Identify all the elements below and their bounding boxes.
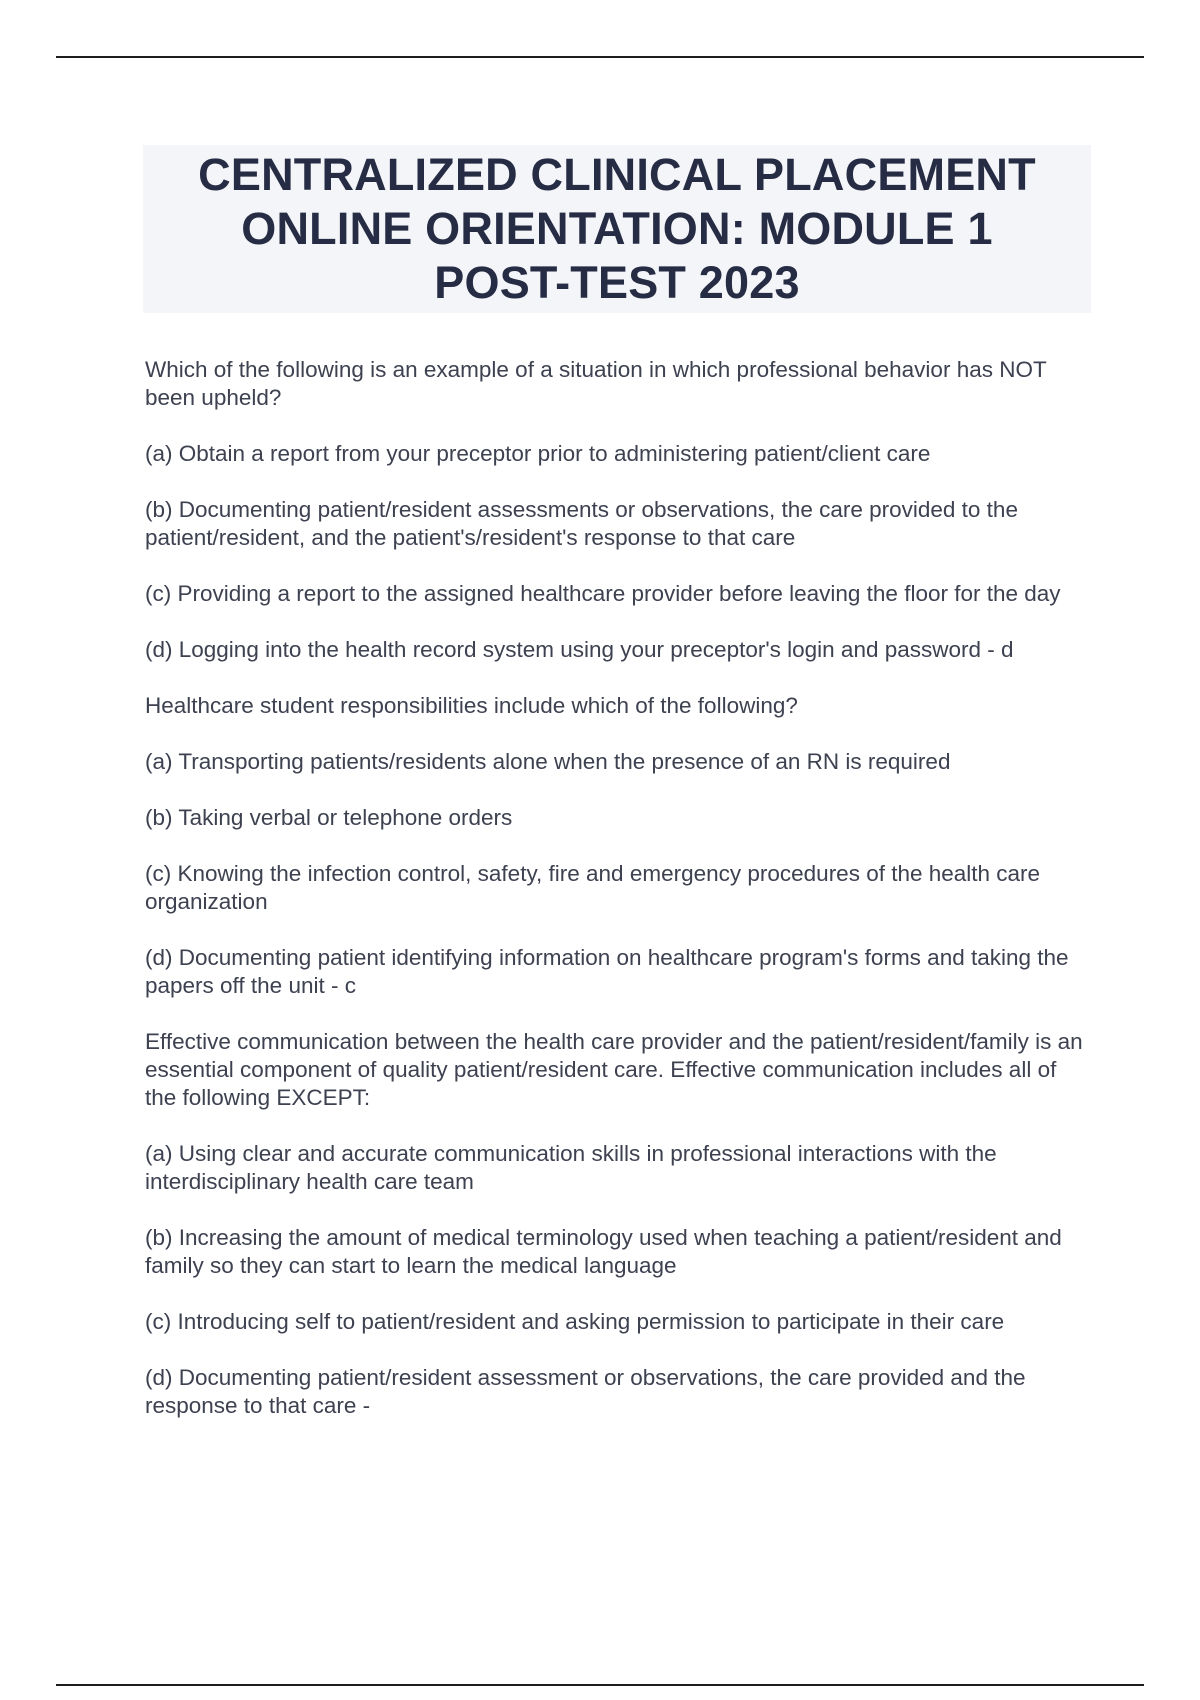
title-line-1: CENTRALIZED CLINICAL PLACEMENT [198, 149, 1036, 200]
question-2-option-b: (b) Taking verbal or telephone orders [145, 805, 513, 830]
question-3-option-c: (c) Introducing self to patient/resident and asking permission to participate in their care [145, 1309, 1005, 1334]
title-line-2: ONLINE ORIENTATION: MODULE 1 [241, 203, 993, 254]
bottom-divider [56, 1684, 1144, 1686]
question-2-option-c: (c) Knowing the infection control, safety, fire and emergency procedures of the health care organization [145, 861, 1041, 914]
question-1-option-b: (b) Documenting patient/resident assessments or observations, the care provided to the patient/resident, and the patient's/resident's response to that care [145, 497, 1018, 550]
question-1-option-a: (a) Obtain a report from your preceptor prior to administering patient/client care [145, 441, 931, 466]
question-1-option-d: (d) Logging into the health record system using your preceptor's login and password - d [145, 637, 1014, 662]
question-1-option-c: (c) Providing a report to the assigned healthcare provider before leaving the floor for the day [145, 581, 1061, 606]
question-3-option-b: (b) Increasing the amount of medical terminology used when teaching a patient/resident and family so they can start to learn the medical language [145, 1225, 1062, 1278]
question-2-option-d: (d) Documenting patient identifying information on healthcare program's forms and taking the papers off the unit - c [145, 945, 1069, 998]
question-2-text: Healthcare student responsibilities include which of the following? [145, 693, 798, 718]
question-2-option-a: (a) Transporting patients/residents alone when the presence of an RN is required [145, 749, 951, 774]
document-title [198, 148, 1036, 310]
top-divider [56, 56, 1144, 58]
title-banner [143, 145, 1091, 313]
question-3-text: Effective communication between the health care provider and the patient/resident/family is an essential component of quality patient/resident care. Effective communication includes all of the following EXCEPT: [145, 1029, 1083, 1110]
question-3-option-d: (d) Documenting patient/resident assessment or observations, the care provided and the response to that care - [145, 1365, 1026, 1418]
question-3-option-a: (a) Using clear and accurate communication skills in professional interactions with the interdisciplinary health care team [145, 1141, 997, 1194]
document-body [145, 356, 1090, 1448]
title-line-3: POST-TEST 2023 [434, 257, 800, 308]
question-1-text: Which of the following is an example of a situation in which professional behavior has NOT been upheld? [145, 357, 1047, 410]
